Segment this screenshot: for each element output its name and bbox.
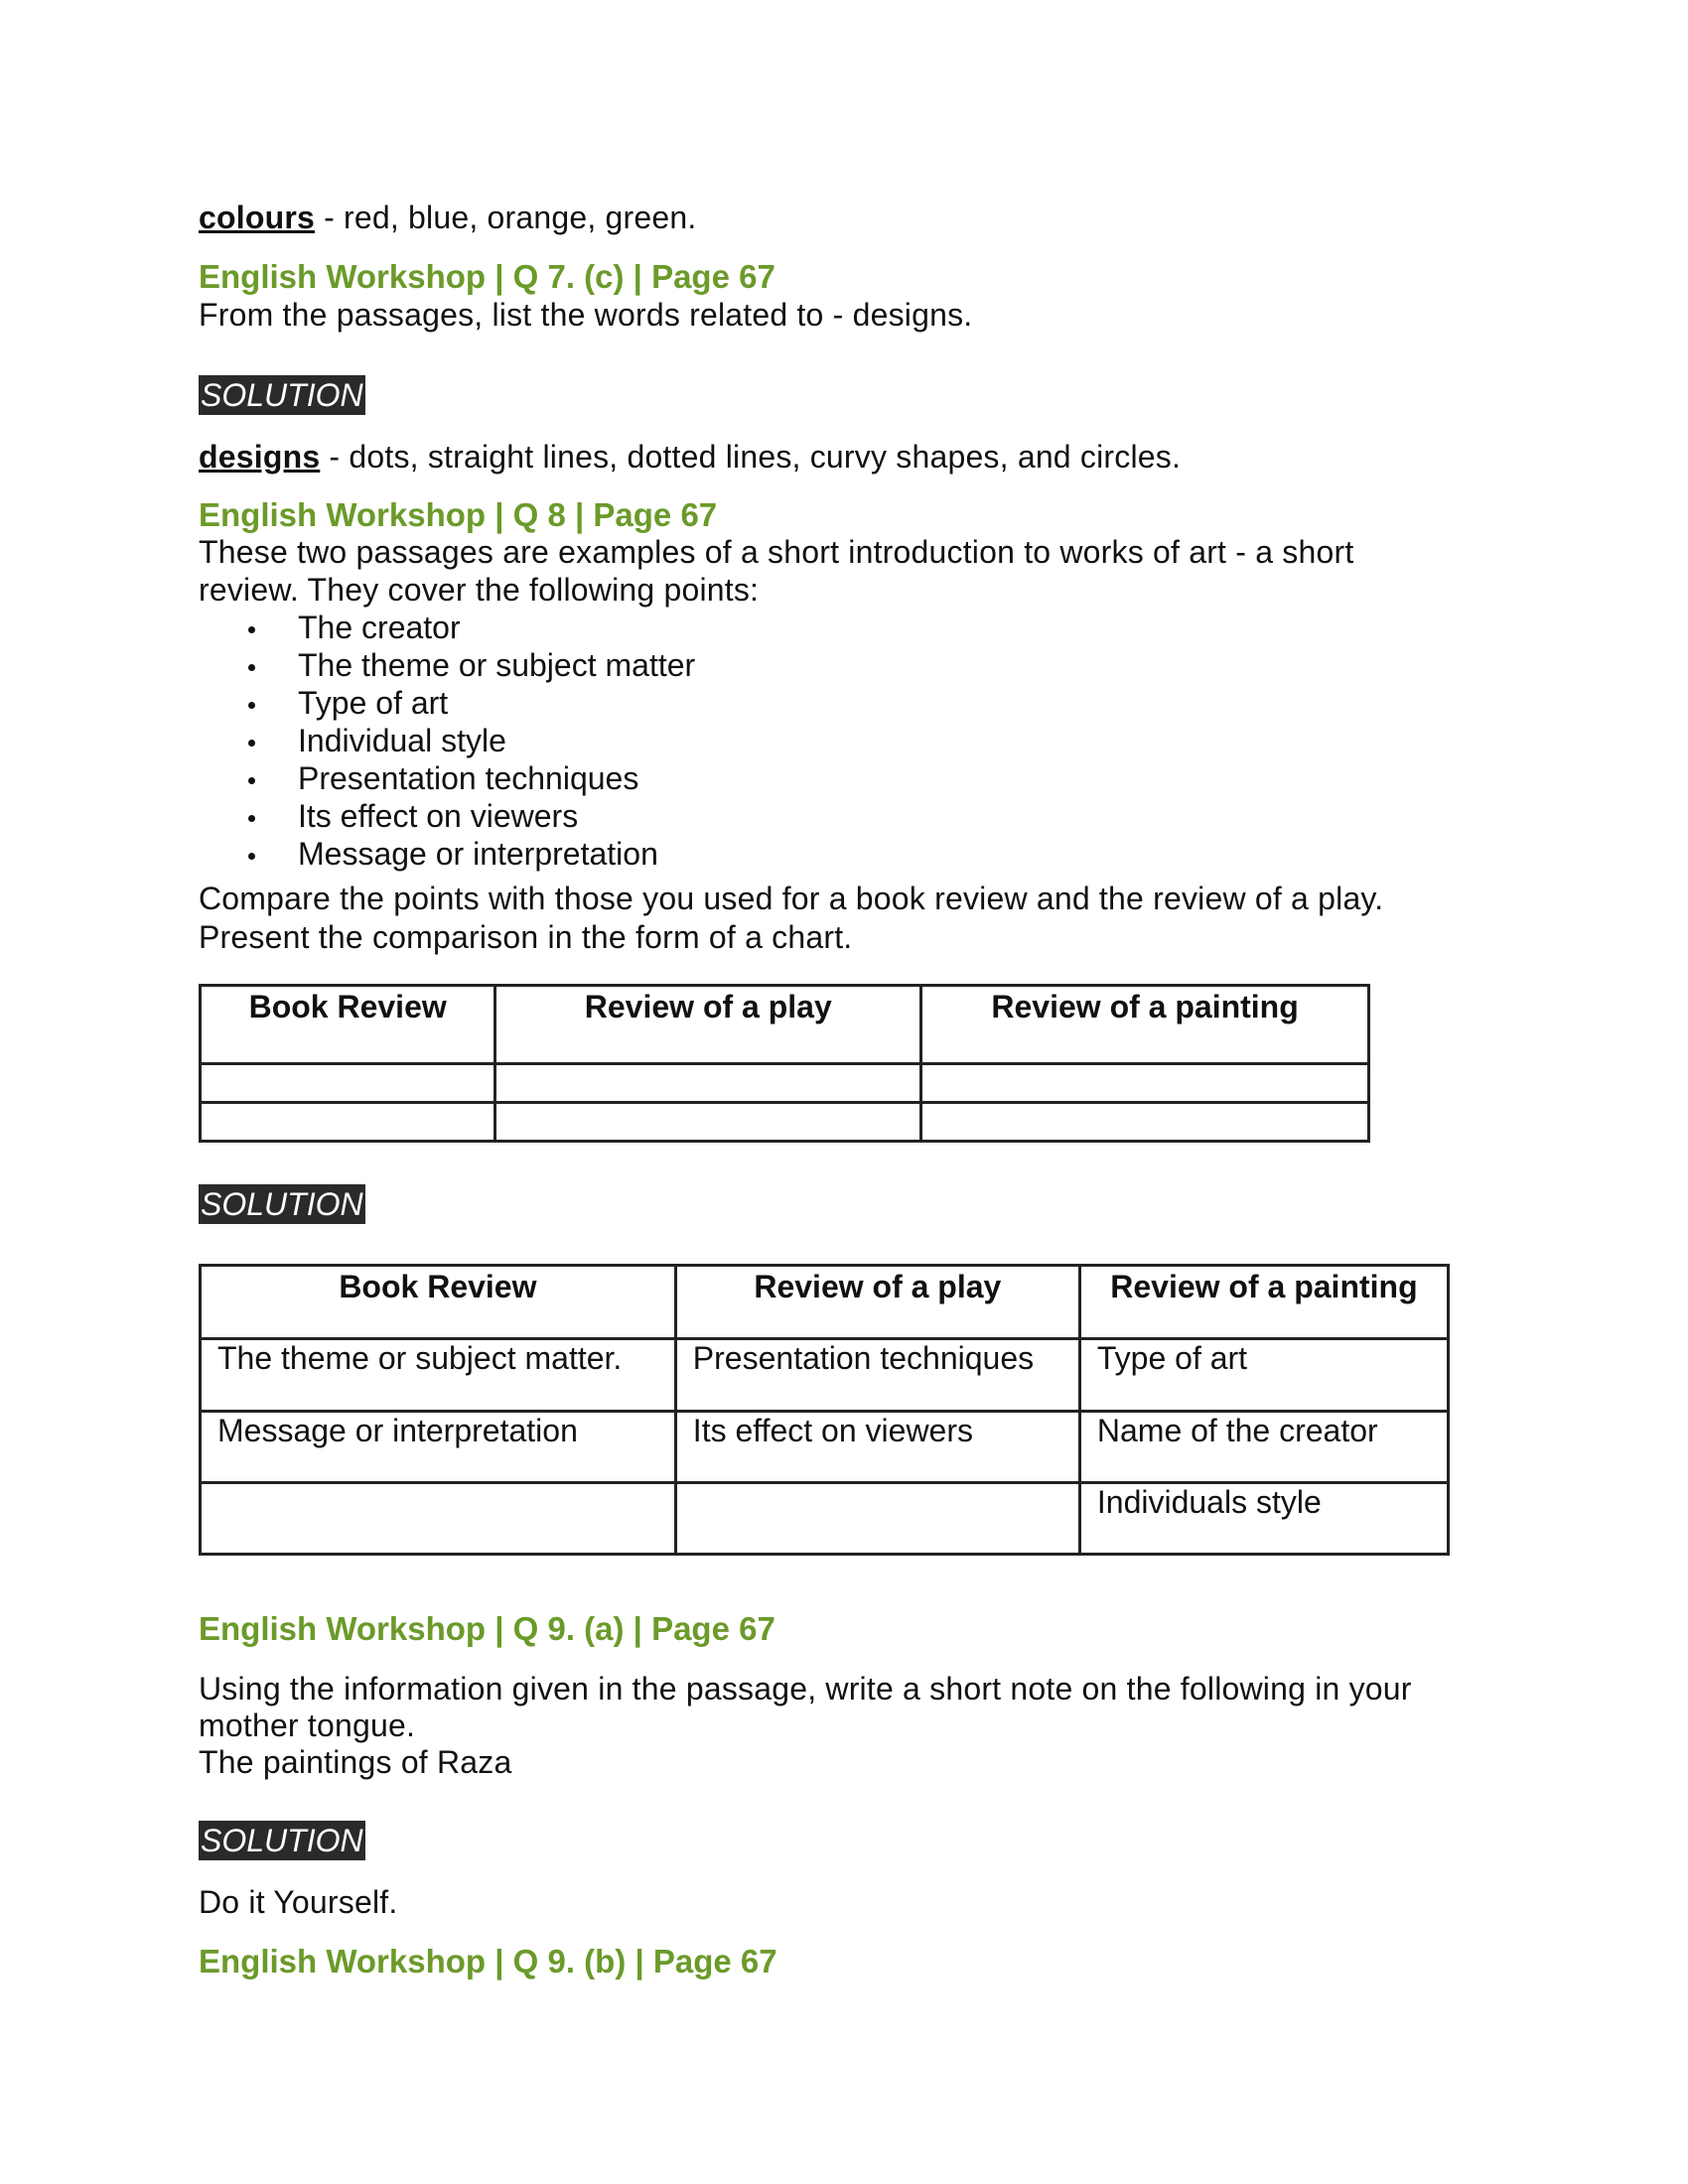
table-row <box>201 1412 1449 1483</box>
table-cell: Name of the creator <box>1079 1412 1448 1483</box>
colours-list: - red, blue, orange, green. <box>314 200 697 235</box>
q9a-solution-label: SOLUTION <box>201 1823 363 1858</box>
designs-term: designs <box>199 439 321 475</box>
column-header: Review of a play <box>675 1266 1079 1339</box>
q9a-question-line-2: mother tongue. <box>199 1707 416 1743</box>
table-cell <box>201 1064 495 1103</box>
q8-solution-label: SOLUTION <box>201 1186 363 1222</box>
designs-list: - dots, straight lines, dotted lines, curvy shapes, and circles. <box>320 439 1182 475</box>
q9a-answer: Do it Yourself. <box>199 1884 398 1920</box>
table-cell: Presentation techniques <box>675 1339 1079 1412</box>
q7c-solution-label: SOLUTION <box>201 377 363 413</box>
q9a-question-line-3: The paintings of Raza <box>199 1744 512 1780</box>
table-row <box>201 1103 1369 1142</box>
table-cell <box>495 1064 921 1103</box>
q9b-heading: English Workshop | Q 9. (b) | Page 67 <box>199 1943 777 1979</box>
table-row <box>201 1064 1369 1103</box>
blank-comparison-table <box>199 984 1370 1143</box>
column-header: Book Review <box>201 986 495 1064</box>
table-cell: Its effect on viewers <box>675 1412 1079 1483</box>
column-header: Review of a play <box>495 986 921 1064</box>
table-cell <box>201 1483 676 1555</box>
table-cell <box>921 1103 1369 1142</box>
table-cell: Message or interpretation <box>201 1412 676 1483</box>
list-item: Message or interpretation <box>199 835 695 873</box>
q7c-heading: English Workshop | Q 7. (c) | Page 67 <box>199 258 775 295</box>
q7c-question: From the passages, list the words related to - designs. <box>199 297 973 333</box>
table-row <box>201 1339 1449 1412</box>
column-header: Review of a painting <box>1079 1266 1448 1339</box>
table-cell <box>495 1103 921 1142</box>
colours-term: colours <box>199 200 315 235</box>
table-cell: Type of art <box>1079 1339 1448 1412</box>
q8-intro-line-1: These two passages are examples of a short introduction to works of art - a short <box>199 534 1354 570</box>
colours-answer-line <box>199 199 697 236</box>
table-row <box>201 1483 1449 1555</box>
list-item: The creator <box>199 609 695 646</box>
q8-compare-line-2: Present the comparison in the form of a chart. <box>199 919 853 955</box>
answer-comparison-table <box>199 1264 1450 1556</box>
list-item: Type of art <box>199 684 695 722</box>
q8-heading: English Workshop | Q 8 | Page 67 <box>199 496 718 533</box>
review-points-list <box>199 609 695 873</box>
column-header: Book Review <box>201 1266 676 1339</box>
list-item: Its effect on viewers <box>199 797 695 835</box>
designs-answer-line <box>199 438 1181 476</box>
q9a-heading: English Workshop | Q 9. (a) | Page 67 <box>199 1610 775 1647</box>
q9a-question-line-1: Using the information given in the passage, write a short note on the following in your <box>199 1671 1412 1706</box>
q8-intro-line-2: review. They cover the following points: <box>199 572 760 608</box>
table-cell <box>675 1483 1079 1555</box>
table-cell <box>921 1064 1369 1103</box>
list-item: The theme or subject matter <box>199 646 695 684</box>
table-cell: Individuals style <box>1079 1483 1448 1555</box>
column-header: Review of a painting <box>921 986 1369 1064</box>
list-item: Presentation techniques <box>199 759 695 797</box>
q8-compare-line-1: Compare the points with those you used for a book review and the review of a play. <box>199 881 1384 916</box>
table-cell <box>201 1103 495 1142</box>
list-item: Individual style <box>199 722 695 759</box>
table-cell: The theme or subject matter. <box>201 1339 676 1412</box>
